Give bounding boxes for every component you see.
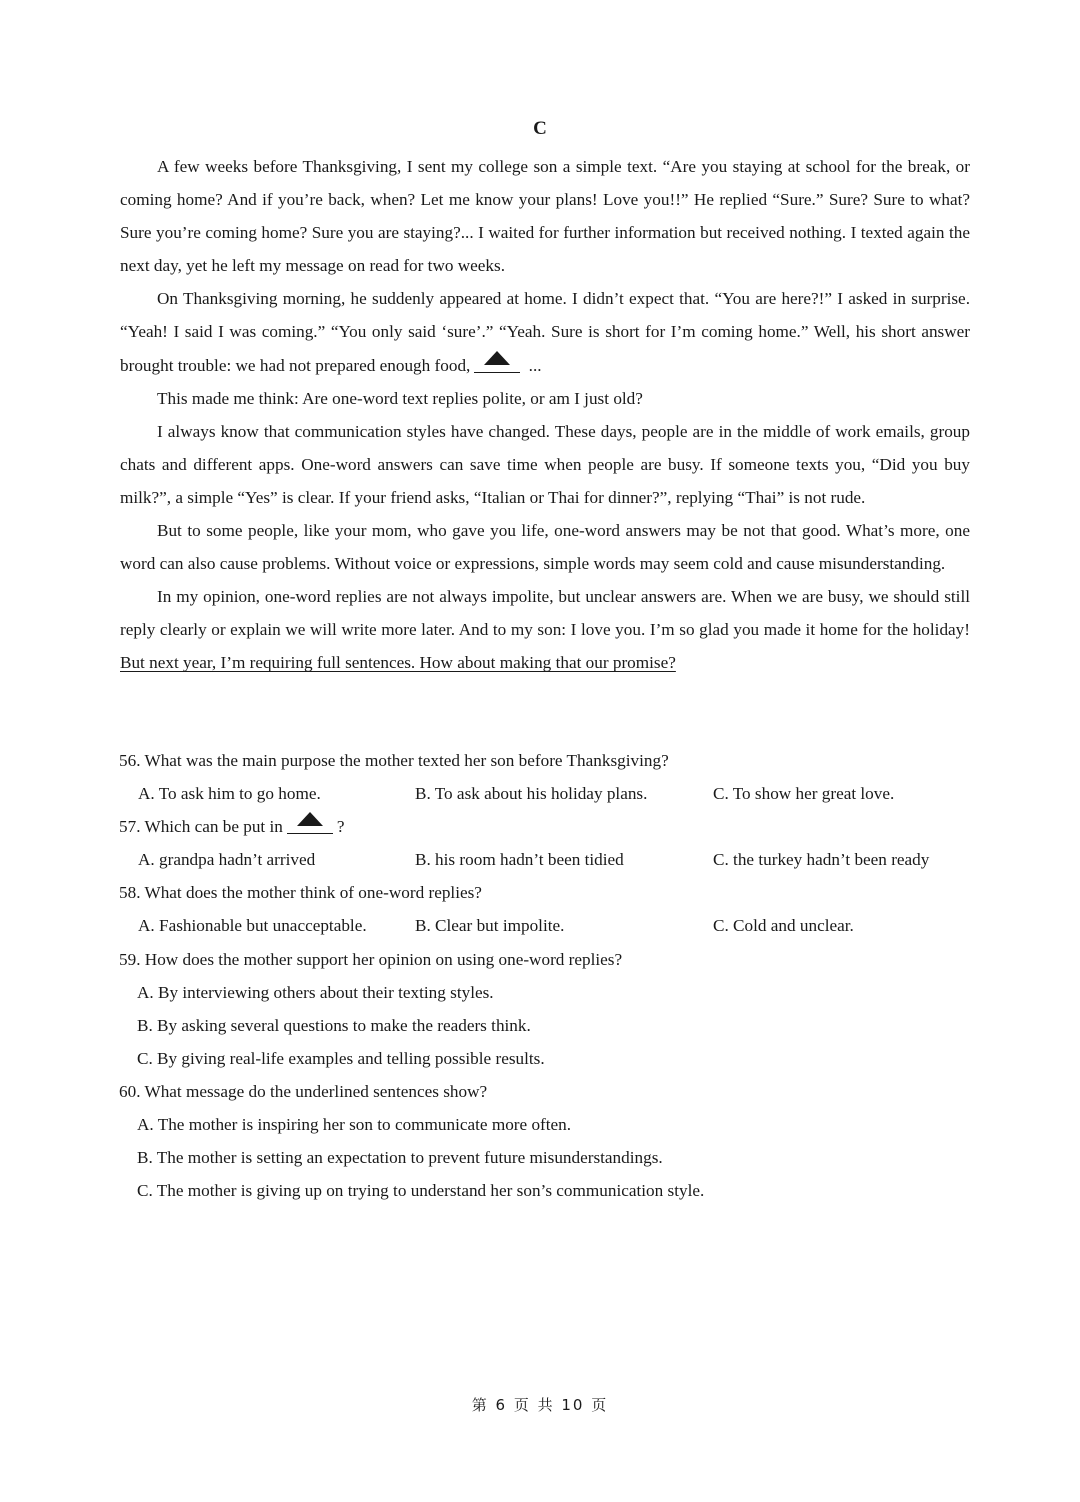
question-stem: 56. What was the main purpose the mother texted her son before Thanksgiving? xyxy=(119,751,669,770)
option-c[interactable]: C. By giving real-life examples and telling possible results. xyxy=(137,1048,545,1068)
paragraph-6-text: In my opinion, one-word replies are not always impolite, but unclear answers are. When we are busy, we should still reply clearly or explain we will write more later. And to my son: I love you. I’m so glad you made it home for the holiday! xyxy=(120,587,970,640)
paragraph-5: But to some people, like your mom, who gave you life, one-word answers may be not that good. What’s more, one word can also cause problems. Without voice or expressions, simple words may seem cold and cause misunderstanding. xyxy=(120,521,970,574)
question-57 xyxy=(119,810,979,876)
option-c[interactable]: C. The mother is giving up on trying to understand her son’s communication style. xyxy=(137,1181,705,1201)
option-column xyxy=(119,976,979,1075)
underlined-sentences: But next year, I’m requiring full sentences. How about making that our promise? xyxy=(120,653,676,673)
question-60 xyxy=(119,1075,979,1207)
paragraph-3: This made me think: Are one-word text replies polite, or am I just old? xyxy=(157,388,643,408)
question-stem: 59. How does the mother support her opinion on using one-word replies? xyxy=(119,949,623,969)
option-a[interactable]: A. To ask him to go home. xyxy=(138,784,321,804)
option-row xyxy=(119,843,979,876)
paragraph-2-text: On Thanksgiving morning, he suddenly appeared at home. I didn’t expect that. “You are here?!” I asked in surprise. “Yeah! I said I was coming.” “You only said ‘sure’.” “Yeah. Sure is short for I’m coming home.” Well, his short answer brought trouble: we had not prepared enough food, xyxy=(120,289,970,375)
question-56 xyxy=(119,744,979,810)
option-b[interactable]: B. By asking several questions to make the readers think. xyxy=(137,1015,531,1035)
blank-marker xyxy=(287,815,333,834)
option-row xyxy=(119,909,979,942)
option-a[interactable]: A. Fashionable but unacceptable. xyxy=(138,916,367,936)
option-a[interactable]: A. grandpa hadn’t arrived xyxy=(138,850,316,870)
option-b[interactable]: B. Clear but impolite. xyxy=(415,916,565,936)
reading-passage xyxy=(120,150,970,680)
option-b[interactable]: B. The mother is setting an expectation to prevent future misunderstandings. xyxy=(137,1148,663,1168)
paragraph-2 xyxy=(120,282,970,381)
section-heading: C xyxy=(533,118,547,139)
paragraph-2-ellipsis: ... xyxy=(528,355,542,375)
option-row xyxy=(119,777,979,810)
option-column xyxy=(119,1108,979,1207)
triangle-icon xyxy=(484,351,510,365)
question-stem: 58. What does the mother think of one-word replies? xyxy=(119,883,482,903)
option-c[interactable]: C. the turkey hadn’t been ready xyxy=(713,850,930,870)
option-c[interactable]: C. To show her great love. xyxy=(713,784,895,804)
option-b[interactable]: B. To ask about his holiday plans. xyxy=(415,784,648,804)
option-a[interactable]: A. By interviewing others about their texting styles. xyxy=(137,982,494,1002)
question-stem-end: ? xyxy=(336,817,345,837)
triangle-icon xyxy=(297,812,323,826)
page-footer: 第 6 页 共 10 页 xyxy=(471,1396,609,1414)
question-stem-text: 57. Which can be put in xyxy=(119,817,283,837)
question-stem: 60. What message do the underlined sentences show? xyxy=(119,1081,488,1101)
question-59 xyxy=(119,943,979,1075)
question-list xyxy=(119,744,979,1207)
question-stem xyxy=(119,810,979,843)
paragraph-4: I always know that communication styles have changed. These days, people are in the middle of work emails, group chats and different apps. One-word answers can save time when people are busy. If someone texts you, “Did you buy milk?”, a simple “Yes” is clear. If your friend asks, “Italian or Thai for dinner?”, replying “Thai” is not rude. xyxy=(120,421,970,507)
blank-marker xyxy=(474,354,520,373)
paragraph-6 xyxy=(120,580,970,679)
paragraph-1: A few weeks before Thanksgiving, I sent my college son a simple text. “Are you staying at school for the break, or coming home? And if you’re back, when? Let me know your plans! Love you!!” He replied “Sure.” Sure? Sure to what? Sure you’re coming home? Sure you are staying?... I waited for further information but received nothing. I texted again the next day, yet he left my message on read for two weeks. xyxy=(120,157,970,276)
option-b[interactable]: B. his room hadn’t been tidied xyxy=(415,850,624,870)
question-58 xyxy=(119,876,979,942)
option-a[interactable]: A. The mother is inspiring her son to communicate more often. xyxy=(137,1115,572,1135)
option-c[interactable]: C. Cold and unclear. xyxy=(713,916,854,936)
